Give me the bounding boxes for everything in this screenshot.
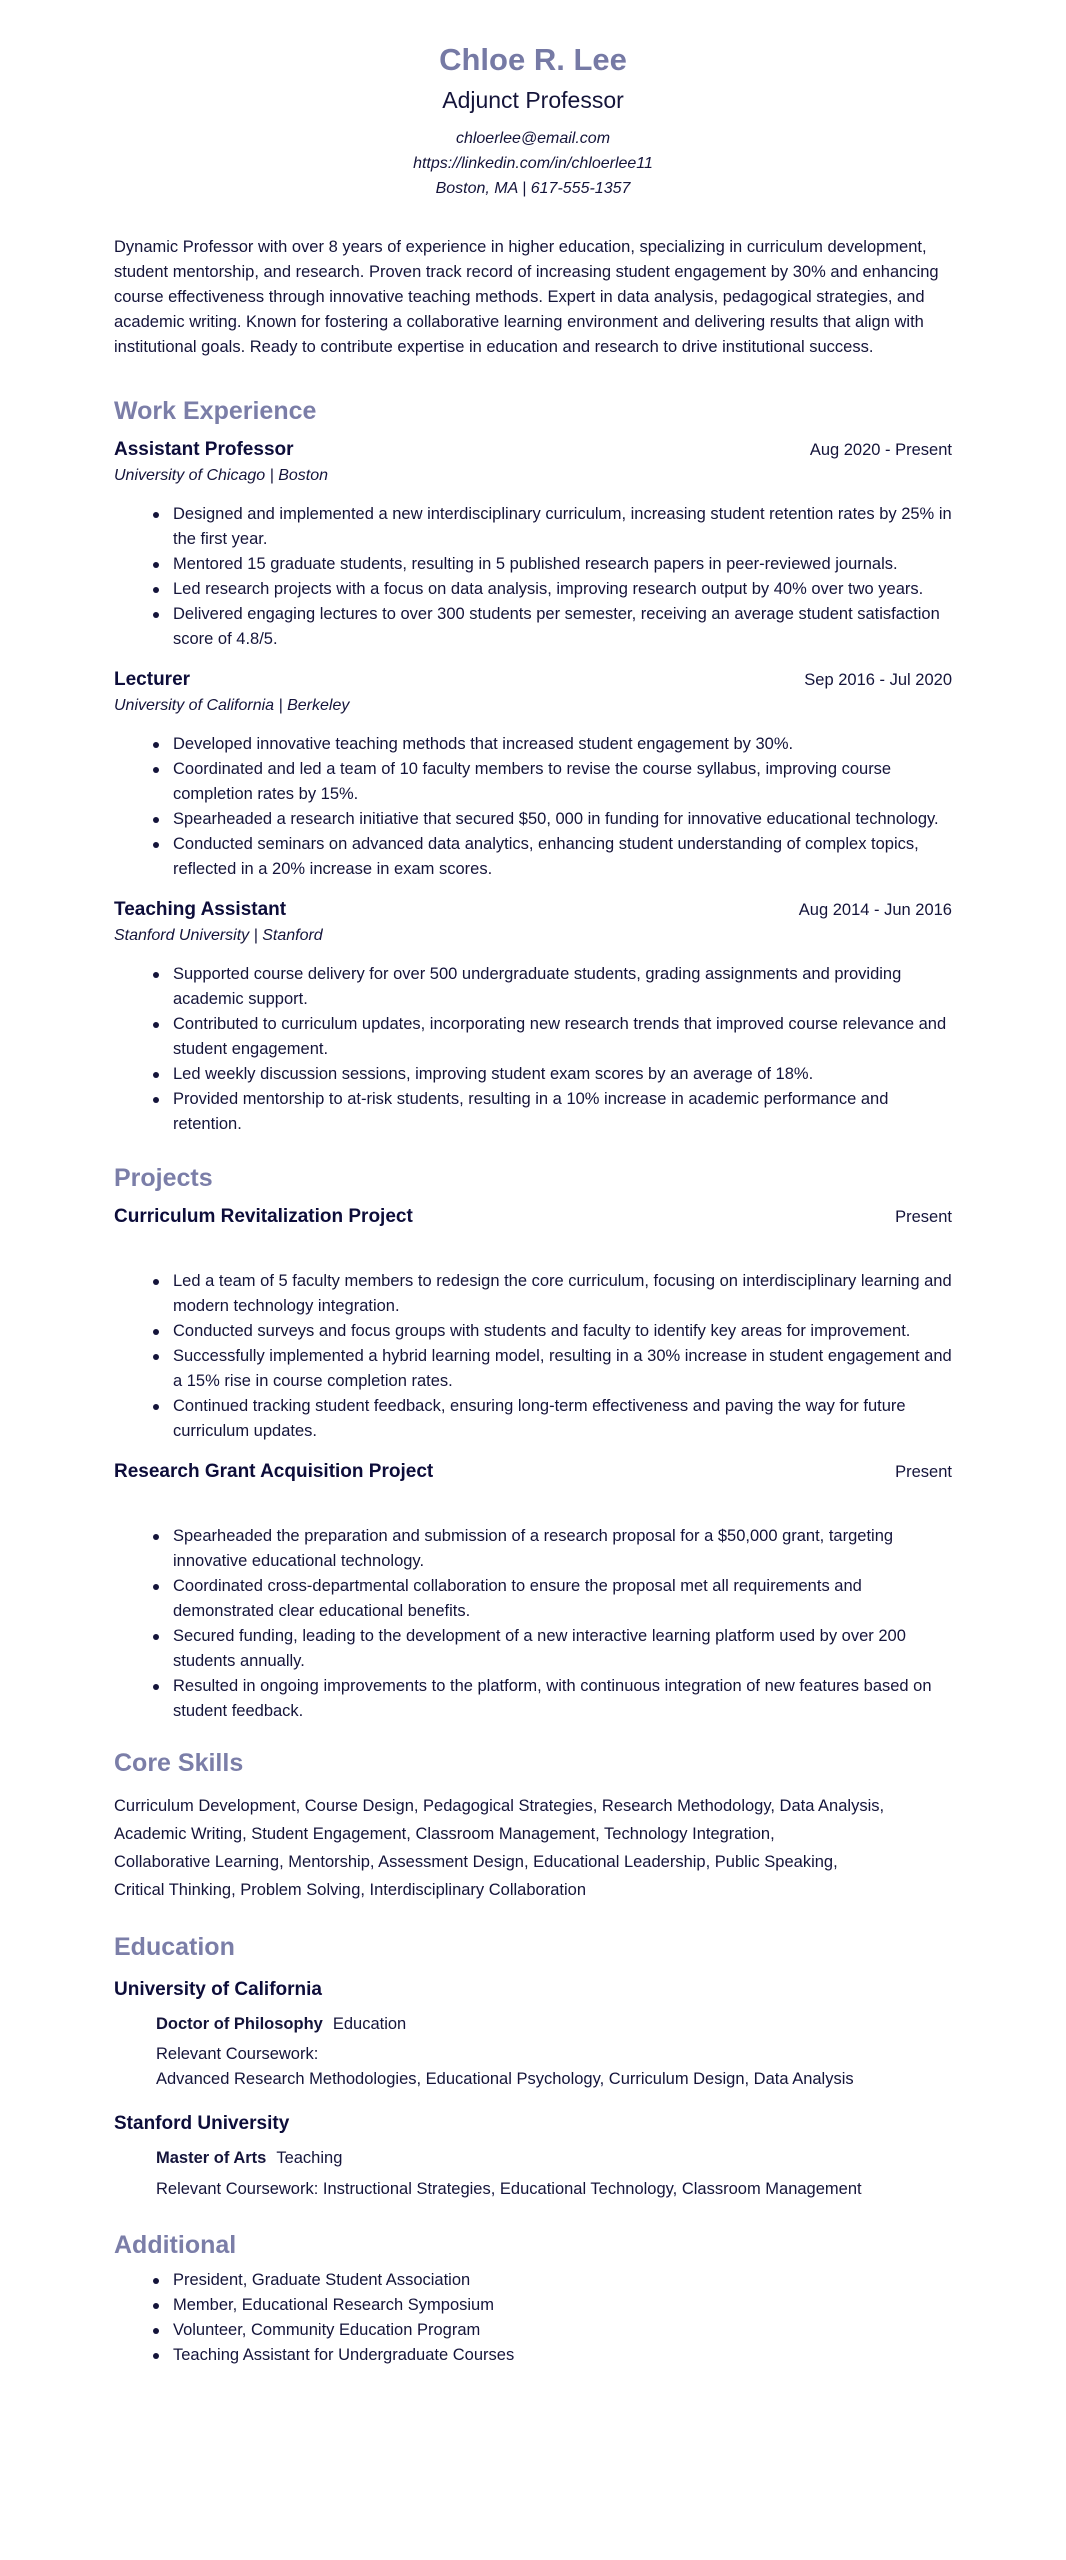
- job-organization: University of California | Berkeley: [114, 697, 350, 714]
- list-item: Mentored 15 graduate students, resulting in 5 published research papers in peer-reviewed journals.: [173, 552, 952, 577]
- contact-linkedin[interactable]: https://linkedin.com/in/chloerlee11: [413, 155, 653, 172]
- list-item: Spearheaded a research initiative that secured $50, 000 in funding for innovative educational technology.: [173, 807, 952, 832]
- section-heading: Projects: [114, 1164, 213, 1192]
- degree-name: Doctor of Philosophy: [156, 2015, 323, 2033]
- coursework: Advanced Research Methodologies, Educational Psychology, Curriculum Design, Data Analysis: [156, 2070, 854, 2088]
- job-entry: [114, 666, 952, 882]
- core-skills-section: [114, 1746, 952, 1904]
- list-item: Contributed to curriculum updates, incorporating new research trends that improved course relevance and student engagement.: [173, 1012, 952, 1062]
- section-heading: Work Experience: [114, 397, 317, 425]
- job-entry: [114, 436, 952, 652]
- candidate-title: Adjunct Professor: [442, 87, 624, 113]
- job-title: Lecturer: [114, 669, 191, 690]
- list-item: Member, Educational Research Symposium: [173, 2293, 952, 2318]
- degree-field: Teaching: [276, 2149, 343, 2167]
- section-heading: Core Skills: [114, 1749, 244, 1777]
- list-item: Secured funding, leading to the development of a new interactive learning platform used by over 200 students annually.: [173, 1624, 952, 1674]
- list-item: Developed innovative teaching methods that increased student engagement by 30%.: [173, 732, 952, 757]
- contact-location-phone: Boston, MA | 617-555-1357: [435, 180, 631, 197]
- job-organization: University of Chicago | Boston: [114, 467, 329, 484]
- project-date: Present: [895, 1208, 952, 1226]
- list-item: Spearheaded the preparation and submission of a research proposal for a $50,000 grant, targeting innovative educational technology.: [173, 1524, 952, 1574]
- list-item: Supported course delivery for over 500 undergraduate students, grading assignments and providing academic support.: [173, 962, 952, 1012]
- education-section: [114, 1930, 952, 2202]
- job-date: Aug 2014 - Jun 2016: [798, 901, 952, 919]
- list-item: Continued tracking student feedback, ensuring long-term effectiveness and paving the way for future curriculum updates.: [173, 1394, 952, 1444]
- additional-section: [114, 2228, 952, 2368]
- degree-line: [156, 2146, 952, 2171]
- section-heading: Education: [114, 1933, 235, 1961]
- list-item: President, Graduate Student Association: [173, 2268, 952, 2293]
- degree-line: [156, 2012, 952, 2037]
- list-item: Led research projects with a focus on data analysis, improving research output by 40% over two years.: [173, 577, 952, 602]
- professional-summary: Dynamic Professor with over 8 years of experience in higher education, specializing in curriculum development, student mentorship, and research. Proven track record of increasing student engagement by 30% and enhancing course effectiveness through innovative teaching methods. Expert in data analysis, pedagogical strategies, and academic writing. Known for fostering a collaborative learning environment and delivering results that align with institutional goals. Ready to contribute expertise in education and research to drive institutional success.: [114, 238, 939, 356]
- project-entry: [114, 1458, 952, 1724]
- school-name: University of California: [114, 1979, 322, 2000]
- degree-field: Education: [332, 2015, 407, 2033]
- skills-line: Collaborative Learning, Mentorship, Assessment Design, Educational Leadership, Public Speaking,: [114, 1853, 838, 1871]
- skills-list: [114, 1792, 952, 1904]
- list-item: Volunteer, Community Education Program: [173, 2318, 952, 2343]
- section-heading: Additional: [114, 2231, 237, 2259]
- project-title: Research Grant Acquisition Project: [114, 1461, 434, 1482]
- project-bullets: [173, 1524, 952, 1724]
- school-name: Stanford University: [114, 2113, 290, 2134]
- additional-list: [173, 2268, 952, 2368]
- list-item: Resulted in ongoing improvements to the platform, with continuous integration of new features based on student feedback.: [173, 1674, 952, 1724]
- resume-header: [114, 0, 952, 201]
- project-entry: [114, 1203, 952, 1444]
- job-bullets: [173, 732, 952, 882]
- work-experience-section: [114, 394, 952, 1137]
- contact-email[interactable]: chloerlee@email.com: [455, 130, 611, 147]
- job-entry: [114, 896, 952, 1137]
- job-bullets: [173, 502, 952, 652]
- candidate-name: Chloe R. Lee: [439, 42, 627, 77]
- list-item: Led a team of 5 faculty members to redesign the core curriculum, focusing on interdisciplinary learning and modern technology integration.: [173, 1269, 952, 1319]
- job-title: Assistant Professor: [114, 439, 294, 460]
- list-item: Successfully implemented a hybrid learning model, resulting in a 30% increase in student engagement and a 15% rise in course completion rates.: [173, 1344, 952, 1394]
- coursework: Relevant Coursework: Instructional Strategies, Educational Technology, Classroom Management: [156, 2180, 862, 2198]
- education-entry: [114, 2110, 952, 2202]
- project-date: Present: [895, 1463, 952, 1481]
- list-item: Conducted surveys and focus groups with students and faculty to identify key areas for improvement.: [173, 1319, 952, 1344]
- skills-line: Academic Writing, Student Engagement, Classroom Management, Technology Integration,: [114, 1825, 775, 1843]
- coursework-label: Relevant Coursework:: [156, 2045, 319, 2063]
- list-item: Teaching Assistant for Undergraduate Courses: [173, 2343, 952, 2368]
- list-item: Designed and implemented a new interdisciplinary curriculum, increasing student retention rates by 25% in the first year.: [173, 502, 952, 552]
- job-organization: Stanford University | Stanford: [114, 927, 323, 944]
- projects-section: [114, 1161, 952, 1724]
- job-bullets: [173, 962, 952, 1137]
- contact-info: [114, 126, 952, 201]
- list-item: Coordinated cross-departmental collaboration to ensure the proposal met all requirements and demonstrated clear educational benefits.: [173, 1574, 952, 1624]
- job-date: Sep 2016 - Jul 2020: [804, 671, 952, 689]
- project-bullets: [173, 1269, 952, 1444]
- job-date: Aug 2020 - Present: [809, 441, 952, 459]
- skills-line: Critical Thinking, Problem Solving, Interdisciplinary Collaboration: [114, 1881, 586, 1899]
- job-title: Teaching Assistant: [114, 899, 287, 920]
- education-entry: [114, 1976, 952, 2092]
- skills-line: Curriculum Development, Course Design, Pedagogical Strategies, Research Methodology, Data Analysis,: [114, 1797, 885, 1815]
- project-title: Curriculum Revitalization Project: [114, 1206, 413, 1227]
- list-item: Provided mentorship to at-risk students, resulting in a 10% increase in academic performance and retention.: [173, 1087, 952, 1137]
- list-item: Coordinated and led a team of 10 faculty members to revise the course syllabus, improving course completion rates by 15%.: [173, 757, 952, 807]
- list-item: Conducted seminars on advanced data analytics, enhancing student understanding of complex topics, reflected in a 20% increase in exam scores.: [173, 832, 952, 882]
- list-item: Led weekly discussion sessions, improving student exam scores by an average of 18%.: [173, 1062, 952, 1087]
- list-item: Delivered engaging lectures to over 300 students per semester, receiving an average student satisfaction score of 4.8/5.: [173, 602, 952, 652]
- degree-name: Master of Arts: [156, 2149, 267, 2167]
